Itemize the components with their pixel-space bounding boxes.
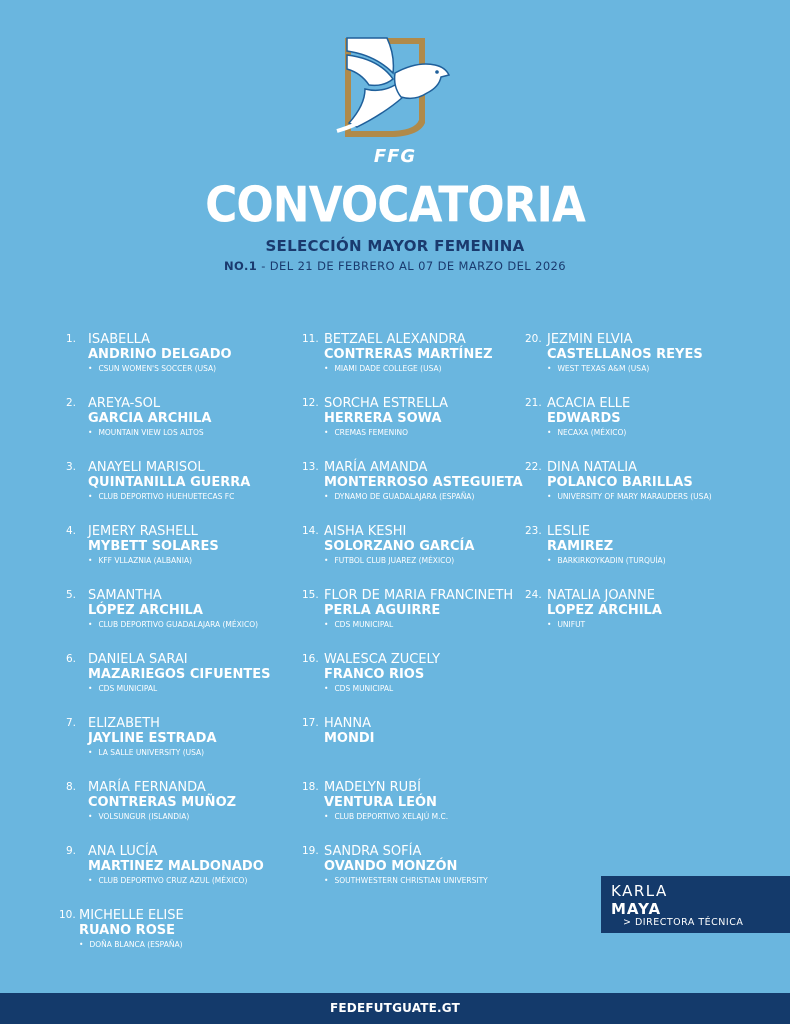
- player-club: • CLUB DEPORTIVO HUEHUETECAS FC: [88, 492, 234, 501]
- player-number: 14.: [302, 525, 319, 537]
- player-number: 23.: [525, 525, 542, 537]
- player-last-name: CASTELLANOS REYES: [547, 347, 703, 362]
- player-last-name: VENTURA LEÓN: [324, 795, 437, 810]
- player-last-name: POLANCO BARILLAS: [547, 475, 693, 490]
- player-number: 8.: [66, 781, 77, 793]
- player-number: 21.: [525, 397, 542, 409]
- player-first-name: ANAYELI MARISOL: [88, 460, 205, 475]
- player-number: 9.: [66, 845, 77, 857]
- player-first-name: DANIELA SARAI: [88, 652, 188, 667]
- player-first-name: ISABELLA: [88, 332, 151, 347]
- player-number: 17.: [302, 717, 319, 729]
- player-club: • CSUN WOMEN'S SOCCER (USA): [88, 364, 216, 373]
- player-number: 20.: [525, 333, 542, 345]
- player-first-name: MARÍA FERNANDA: [88, 780, 206, 795]
- logo-text: FFG: [373, 146, 417, 167]
- player-first-name: FLOR DE MARIA FRANCINETH: [324, 588, 514, 603]
- player-first-name: LESLIE: [547, 524, 590, 539]
- player-number: 11.: [302, 333, 319, 345]
- player-number: 18.: [302, 781, 319, 793]
- player-club: • CDS MUNICIPAL: [324, 620, 393, 629]
- call-up-number: NO.1: [224, 259, 258, 273]
- footer-bar: [0, 993, 790, 1024]
- player-first-name: ACACIA ELLE: [547, 396, 631, 411]
- player-last-name: MYBETT SOLARES: [88, 539, 219, 554]
- player-last-name: CONTRERAS MUÑOZ: [88, 795, 237, 810]
- player-club: • CLUB DEPORTIVO GUADALAJARA (MÉXICO): [88, 620, 258, 629]
- player-club: • SOUTHWESTERN CHRISTIAN UNIVERSITY: [324, 876, 488, 885]
- player-last-name: MARTINEZ MALDONADO: [88, 859, 264, 874]
- player-first-name: HANNA: [324, 716, 372, 731]
- coach-role: > DIRECTORA TÉCNICA: [623, 917, 744, 928]
- player-last-name: PERLA AGUIRRE: [324, 603, 441, 618]
- player-number: 10.: [59, 909, 76, 921]
- page-title: CONVOCATORIA: [205, 176, 585, 235]
- player-club: • FUTBOL CLUB JUAREZ (MÉXICO): [324, 556, 454, 565]
- player-club: • CLUB DEPORTIVO XELAJÚ M.C.: [324, 812, 448, 821]
- page-subtitle: SELECCIÓN MAYOR FEMENINA: [265, 237, 525, 255]
- coach-last-name: MAYA: [611, 900, 662, 918]
- player-first-name: WALESCA ZUCELY: [324, 652, 441, 667]
- player-last-name: RUANO ROSE: [79, 923, 175, 938]
- player-last-name: FRANCO RIOS: [324, 667, 425, 682]
- coach-first-name: KARLA: [611, 882, 668, 900]
- player-first-name: SANDRA SOFÍA: [324, 844, 422, 859]
- player-number: 19.: [302, 845, 319, 857]
- player-last-name: CONTRERAS MARTÍNEZ: [324, 347, 493, 362]
- player-number: 22.: [525, 461, 542, 473]
- player-club: • MIAMI DADE COLLEGE (USA): [324, 364, 442, 373]
- call-up-dates: [0, 259, 790, 273]
- player-number: 5.: [66, 589, 77, 601]
- call-up-date-range: - DEL 21 DE FEBRERO AL 07 DE MARZO DEL 2026: [261, 259, 566, 273]
- player-first-name: MICHELLE ELISE: [79, 908, 184, 923]
- player-club: • BARKIRKOYKADIN (TURQUÍA): [547, 556, 666, 565]
- player-number: 4.: [66, 525, 77, 537]
- player-last-name: HERRERA SOWA: [324, 411, 442, 426]
- player-club: • WEST TEXAS A&M (USA): [547, 364, 649, 373]
- player-first-name: SORCHA ESTRELLA: [324, 396, 449, 411]
- player-first-name: JEMERY RASHELL: [88, 524, 198, 539]
- player-first-name: AISHA KESHI: [324, 524, 407, 539]
- player-first-name: JEZMIN ELVIA: [547, 332, 633, 347]
- player-number: 13.: [302, 461, 319, 473]
- player-last-name: RAMIREZ: [547, 539, 614, 554]
- player-last-name: LÓPEZ ARCHILA: [88, 603, 203, 618]
- player-club: • VOLSUNGUR (ISLANDIA): [88, 812, 189, 821]
- player-last-name: GARCIA ARCHILA: [88, 411, 212, 426]
- player-last-name: MONTERROSO ASTEGUIETA: [324, 475, 523, 490]
- coach-card: [601, 876, 790, 933]
- player-club: • KFF VLLAZNIA (ALBANIA): [88, 556, 192, 565]
- player-last-name: MAZARIEGOS CIFUENTES: [88, 667, 271, 682]
- player-club: • CLUB DEPORTIVO CRUZ AZUL (MÉXICO): [88, 876, 247, 885]
- player-last-name: OVANDO MONZÓN: [324, 859, 458, 874]
- player-club: • UNIVERSITY OF MARY MARAUDERS (USA): [547, 492, 712, 501]
- player-number: 7.: [66, 717, 77, 729]
- player-first-name: MARÍA AMANDA: [324, 460, 428, 475]
- player-number: 16.: [302, 653, 319, 665]
- player-club: • CREMAS FEMENINO: [324, 428, 408, 437]
- player-number: 3.: [66, 461, 77, 473]
- player-first-name: MADELYN RUBÍ: [324, 780, 421, 795]
- player-first-name: ANA LUCÍA: [88, 844, 158, 859]
- player-last-name: ANDRINO DELGADO: [88, 347, 232, 362]
- player-last-name: MONDI: [324, 731, 375, 746]
- player-number: 24.: [525, 589, 542, 601]
- player-last-name: JAYLINE ESTRADA: [88, 731, 217, 746]
- player-club: • NECAXA (MÉXICO): [547, 428, 626, 437]
- player-number: 2.: [66, 397, 77, 409]
- ffg-logo: [335, 35, 455, 170]
- player-club: • DOÑA BLANCA (ESPAÑA): [79, 940, 183, 949]
- player-first-name: DINA NATALIA: [547, 460, 637, 475]
- footer-website-link[interactable]: FEDEFUTGUATE.GT: [329, 1001, 461, 1015]
- player-number: 6.: [66, 653, 77, 665]
- player-club: • DYNAMO DE GUADALAJARA (ESPAÑA): [324, 492, 474, 501]
- player-club: • UNIFUT: [547, 620, 585, 629]
- player-club: • LA SALLE UNIVERSITY (USA): [88, 748, 204, 757]
- player-number: 15.: [302, 589, 319, 601]
- player-first-name: NATALIA JOANNE: [547, 588, 655, 603]
- player-first-name: BETZAEL ALEXANDRA: [324, 332, 466, 347]
- player-first-name: AREYA-SOL: [88, 396, 161, 411]
- player-club: • CDS MUNICIPAL: [88, 684, 157, 693]
- player-number: 12.: [302, 397, 319, 409]
- player-last-name: QUINTANILLA GUERRA: [88, 475, 251, 490]
- player-first-name: SAMANTHA: [88, 588, 162, 603]
- player-last-name: SOLORZANO GARCÍA: [324, 539, 475, 554]
- player-first-name: ELIZABETH: [88, 716, 160, 731]
- player-number: 1.: [66, 333, 77, 345]
- player-club: • CDS MUNICIPAL: [324, 684, 393, 693]
- player-last-name: EDWARDS: [547, 411, 621, 426]
- player-club: • MOUNTAIN VIEW LOS ALTOS: [88, 428, 204, 437]
- player-last-name: LOPEZ ARCHILA: [547, 603, 662, 618]
